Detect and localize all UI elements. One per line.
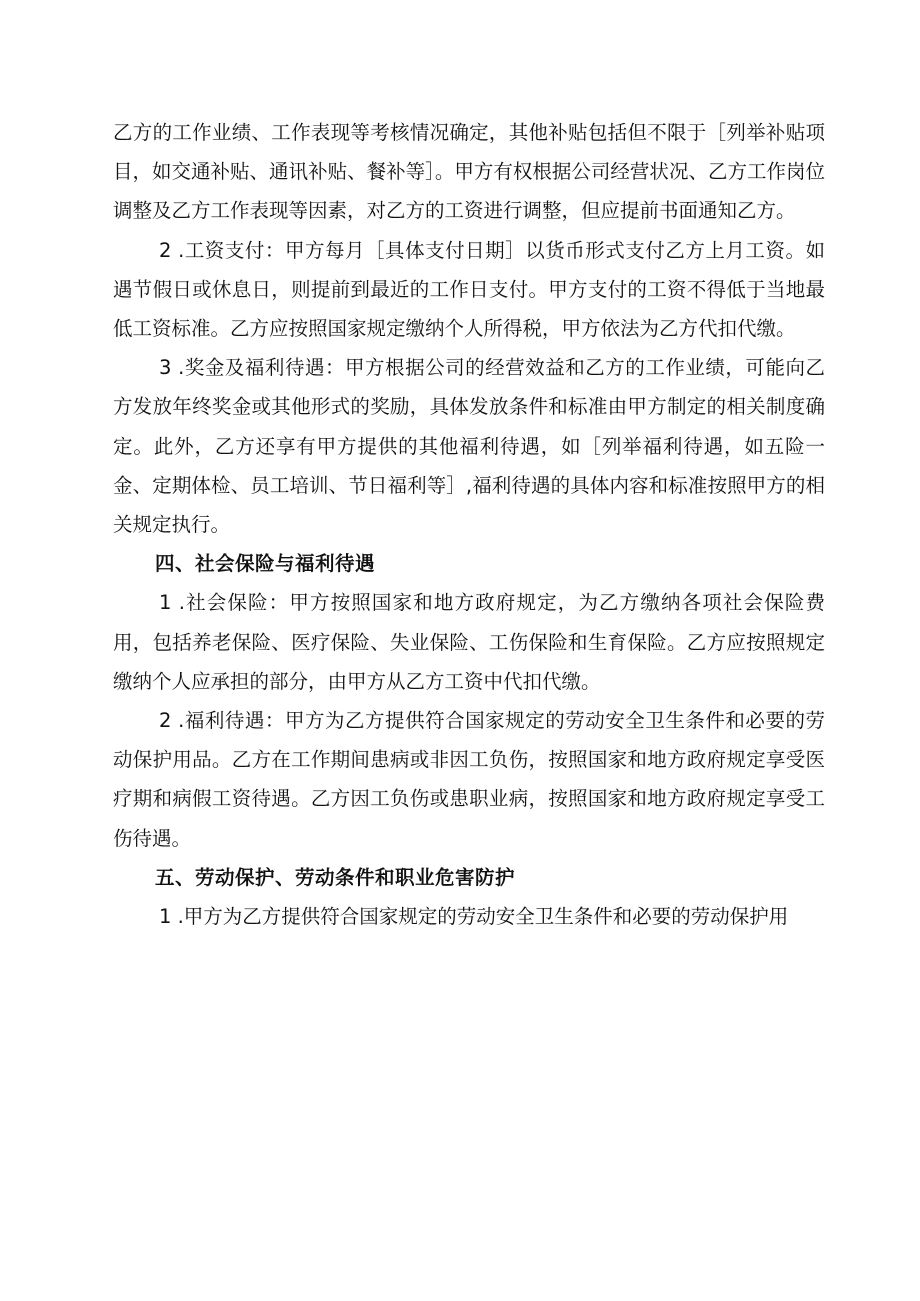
paragraph-salary-payment: 2 .工资支付：甲方每月［具体支付日期］以货币形式支付乙方上月工资。如遇节假日或休息日，则提前到最近的工作日支付。甲方支付的工资不得低于当地最低工资标准。乙方应按照国家规定缴纳个人所得税，甲方依法为乙方代扣代缴。 xyxy=(113,238,825,341)
paragraph-welfare: 2 .福利待遇：甲方为乙方提供符合国家规定的劳动安全卫生条件和必要的劳动保护用品。乙方在工作期间患病或非因工负伤，按照国家和地方政府规定享受医疗期和病假工资待遇。乙方因工负伤或患职业病，按照国家和地方政府规定享受工伤待遇。 xyxy=(113,709,825,850)
paragraph-salary-allowances: 乙方的工作业绩、工作表现等考核情况确定，其他补贴包括但不限于［列举补贴项目，如交通补贴、通讯补贴、餐补等］。甲方有权根据公司经营状况、乙方工作岗位调整及乙方工作表现等因素，对乙方的工资进行调整，但应提前书面通知乙方。 xyxy=(113,121,825,223)
paragraph-bonus-benefits: 3 .奖金及福利待遇：甲方根据公司的经营效益和乙方的工作业绩，可能向乙方发放年终奖金或其他形式的奖励，具体发放条件和标准由甲方制定的相关制度确定。此外，乙方还享有甲方提供的其他福利待遇，如［列举福利待遇，如五险一金、定期体检、员工培训、节日福利等］,福利待遇的具体内容和标准按照甲方的相关规定执行。 xyxy=(113,356,825,537)
paragraph-labor-protection: 1 .甲方为乙方提供符合国家规定的劳动安全卫生条件和必要的劳动保护用 xyxy=(159,905,789,929)
section-heading-social-insurance: 四、社会保险与福利待遇 xyxy=(155,552,376,576)
section-heading-labor-protection: 五、劳动保护、劳动条件和职业危害防护 xyxy=(155,865,516,889)
paragraph-social-insurance: 1 .社会保险：甲方按照国家和地方政府规定，为乙方缴纳各项社会保险费用，包括养老保险、医疗保险、失业保险、工伤保险和生育保险。乙方应按照规定缴纳个人应承担的部分，由甲方从乙方工资中代扣代缴。 xyxy=(113,591,825,693)
document-body xyxy=(113,113,825,936)
